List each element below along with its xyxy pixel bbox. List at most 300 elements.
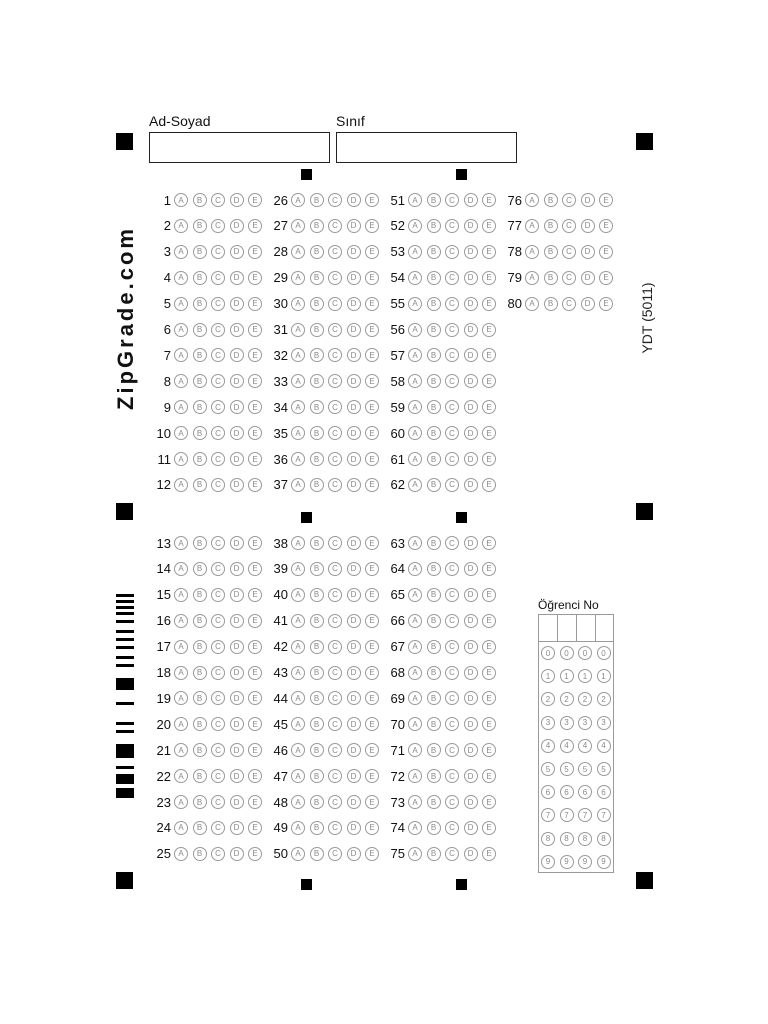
student-id-entry-cell[interactable] xyxy=(596,615,615,641)
answer-bubble-e[interactable]: E xyxy=(248,478,262,492)
answer-bubble-c[interactable]: C xyxy=(445,426,459,440)
student-id-bubble[interactable]: 2 xyxy=(541,692,555,706)
answer-bubble-a[interactable]: A xyxy=(291,847,305,861)
answer-bubble-e[interactable]: E xyxy=(482,426,496,440)
answer-bubble-e[interactable]: E xyxy=(365,271,379,285)
answer-bubble-e[interactable]: E xyxy=(365,666,379,680)
student-id-bubble[interactable]: 3 xyxy=(560,716,574,730)
answer-bubble-b[interactable]: B xyxy=(193,588,207,602)
answer-bubble-d[interactable]: D xyxy=(347,769,361,783)
answer-bubble-b[interactable]: B xyxy=(193,743,207,757)
answer-bubble-c[interactable]: C xyxy=(211,219,225,233)
answer-bubble-b[interactable]: B xyxy=(427,536,441,550)
answer-bubble-e[interactable]: E xyxy=(482,562,496,576)
answer-bubble-b[interactable]: B xyxy=(427,478,441,492)
answer-bubble-e[interactable]: E xyxy=(248,743,262,757)
answer-bubble-e[interactable]: E xyxy=(365,245,379,259)
student-id-bubble[interactable]: 2 xyxy=(578,692,592,706)
answer-bubble-d[interactable]: D xyxy=(464,426,478,440)
answer-bubble-c[interactable]: C xyxy=(445,400,459,414)
answer-bubble-a[interactable]: A xyxy=(174,640,188,654)
answer-bubble-e[interactable]: E xyxy=(599,219,613,233)
answer-bubble-b[interactable]: B xyxy=(193,426,207,440)
answer-bubble-b[interactable]: B xyxy=(193,614,207,628)
answer-bubble-b[interactable]: B xyxy=(193,271,207,285)
answer-bubble-c[interactable]: C xyxy=(445,821,459,835)
answer-bubble-d[interactable]: D xyxy=(347,348,361,362)
answer-bubble-e[interactable]: E xyxy=(248,219,262,233)
student-id-bubble[interactable]: 2 xyxy=(560,692,574,706)
answer-bubble-e[interactable]: E xyxy=(482,821,496,835)
answer-bubble-e[interactable]: E xyxy=(482,245,496,259)
answer-bubble-d[interactable]: D xyxy=(464,452,478,466)
answer-bubble-d[interactable]: D xyxy=(230,821,244,835)
answer-bubble-a[interactable]: A xyxy=(408,795,422,809)
answer-bubble-a[interactable]: A xyxy=(174,452,188,466)
answer-bubble-d[interactable]: D xyxy=(347,795,361,809)
answer-bubble-b[interactable]: B xyxy=(193,219,207,233)
answer-bubble-c[interactable]: C xyxy=(328,847,342,861)
answer-bubble-d[interactable]: D xyxy=(347,666,361,680)
answer-bubble-d[interactable]: D xyxy=(581,245,595,259)
answer-bubble-c[interactable]: C xyxy=(328,536,342,550)
answer-bubble-d[interactable]: D xyxy=(464,193,478,207)
answer-bubble-c[interactable]: C xyxy=(328,426,342,440)
answer-bubble-a[interactable]: A xyxy=(408,640,422,654)
answer-bubble-e[interactable]: E xyxy=(482,193,496,207)
answer-bubble-b[interactable]: B xyxy=(427,219,441,233)
student-id-bubble[interactable]: 7 xyxy=(560,808,574,822)
answer-bubble-b[interactable]: B xyxy=(193,536,207,550)
answer-bubble-a[interactable]: A xyxy=(291,614,305,628)
answer-bubble-d[interactable]: D xyxy=(347,219,361,233)
answer-bubble-d[interactable]: D xyxy=(347,847,361,861)
answer-bubble-c[interactable]: C xyxy=(445,536,459,550)
answer-bubble-a[interactable]: A xyxy=(174,562,188,576)
answer-bubble-a[interactable]: A xyxy=(174,193,188,207)
student-id-bubble[interactable]: 9 xyxy=(560,855,574,869)
answer-bubble-d[interactable]: D xyxy=(464,323,478,337)
answer-bubble-b[interactable]: B xyxy=(193,691,207,705)
answer-bubble-b[interactable]: B xyxy=(310,374,324,388)
answer-bubble-b[interactable]: B xyxy=(427,426,441,440)
answer-bubble-a[interactable]: A xyxy=(291,640,305,654)
answer-bubble-c[interactable]: C xyxy=(445,795,459,809)
answer-bubble-a[interactable]: A xyxy=(408,614,422,628)
answer-bubble-b[interactable]: B xyxy=(427,400,441,414)
answer-bubble-c[interactable]: C xyxy=(211,536,225,550)
answer-bubble-d[interactable]: D xyxy=(464,614,478,628)
answer-bubble-d[interactable]: D xyxy=(464,743,478,757)
answer-bubble-e[interactable]: E xyxy=(365,536,379,550)
answer-bubble-d[interactable]: D xyxy=(230,795,244,809)
answer-bubble-c[interactable]: C xyxy=(211,821,225,835)
answer-bubble-c[interactable]: C xyxy=(445,743,459,757)
answer-bubble-c[interactable]: C xyxy=(562,297,576,311)
answer-bubble-e[interactable]: E xyxy=(248,666,262,680)
answer-bubble-b[interactable]: B xyxy=(310,588,324,602)
answer-bubble-a[interactable]: A xyxy=(291,426,305,440)
student-id-bubble[interactable]: 7 xyxy=(578,808,592,822)
answer-bubble-e[interactable]: E xyxy=(365,847,379,861)
answer-bubble-d[interactable]: D xyxy=(230,614,244,628)
answer-bubble-e[interactable]: E xyxy=(248,348,262,362)
answer-bubble-b[interactable]: B xyxy=(310,640,324,654)
student-id-bubble[interactable]: 1 xyxy=(560,669,574,683)
answer-bubble-a[interactable]: A xyxy=(291,717,305,731)
answer-bubble-d[interactable]: D xyxy=(464,297,478,311)
answer-bubble-d[interactable]: D xyxy=(230,219,244,233)
answer-bubble-c[interactable]: C xyxy=(445,717,459,731)
answer-bubble-e[interactable]: E xyxy=(248,614,262,628)
answer-bubble-d[interactable]: D xyxy=(347,374,361,388)
answer-bubble-e[interactable]: E xyxy=(482,847,496,861)
answer-bubble-b[interactable]: B xyxy=(193,245,207,259)
answer-bubble-a[interactable]: A xyxy=(174,614,188,628)
answer-bubble-b[interactable]: B xyxy=(427,193,441,207)
answer-bubble-d[interactable]: D xyxy=(581,219,595,233)
answer-bubble-e[interactable]: E xyxy=(248,717,262,731)
answer-bubble-a[interactable]: A xyxy=(291,348,305,362)
answer-bubble-e[interactable]: E xyxy=(365,614,379,628)
answer-bubble-c[interactable]: C xyxy=(211,795,225,809)
answer-bubble-c[interactable]: C xyxy=(211,245,225,259)
answer-bubble-a[interactable]: A xyxy=(291,478,305,492)
answer-bubble-b[interactable]: B xyxy=(193,323,207,337)
answer-bubble-c[interactable]: C xyxy=(211,666,225,680)
answer-bubble-c[interactable]: C xyxy=(328,743,342,757)
answer-bubble-d[interactable]: D xyxy=(230,452,244,466)
student-id-entry-cell[interactable] xyxy=(558,615,577,641)
answer-bubble-e[interactable]: E xyxy=(482,374,496,388)
answer-bubble-b[interactable]: B xyxy=(427,588,441,602)
student-id-bubble[interactable]: 3 xyxy=(541,716,555,730)
answer-bubble-e[interactable]: E xyxy=(248,323,262,337)
student-id-bubble[interactable]: 5 xyxy=(597,762,611,776)
answer-bubble-c[interactable]: C xyxy=(445,769,459,783)
answer-bubble-a[interactable]: A xyxy=(408,847,422,861)
answer-bubble-d[interactable]: D xyxy=(347,400,361,414)
answer-bubble-a[interactable]: A xyxy=(291,562,305,576)
answer-bubble-c[interactable]: C xyxy=(211,426,225,440)
student-id-bubble[interactable]: 0 xyxy=(560,646,574,660)
answer-bubble-e[interactable]: E xyxy=(365,323,379,337)
answer-bubble-c[interactable]: C xyxy=(328,691,342,705)
answer-bubble-c[interactable]: C xyxy=(328,795,342,809)
student-id-bubble[interactable]: 9 xyxy=(541,855,555,869)
answer-bubble-d[interactable]: D xyxy=(464,400,478,414)
answer-bubble-a[interactable]: A xyxy=(408,821,422,835)
answer-bubble-b[interactable]: B xyxy=(310,769,324,783)
answer-bubble-c[interactable]: C xyxy=(445,193,459,207)
answer-bubble-d[interactable]: D xyxy=(581,297,595,311)
answer-bubble-d[interactable]: D xyxy=(230,691,244,705)
answer-bubble-a[interactable]: A xyxy=(408,400,422,414)
answer-bubble-c[interactable]: C xyxy=(211,400,225,414)
answer-bubble-e[interactable]: E xyxy=(365,821,379,835)
answer-bubble-c[interactable]: C xyxy=(328,666,342,680)
answer-bubble-d[interactable]: D xyxy=(230,743,244,757)
answer-bubble-b[interactable]: B xyxy=(310,847,324,861)
answer-bubble-a[interactable]: A xyxy=(408,588,422,602)
answer-bubble-b[interactable]: B xyxy=(427,847,441,861)
answer-bubble-e[interactable]: E xyxy=(248,795,262,809)
answer-bubble-d[interactable]: D xyxy=(347,478,361,492)
answer-bubble-c[interactable]: C xyxy=(328,821,342,835)
answer-bubble-a[interactable]: A xyxy=(174,769,188,783)
answer-bubble-e[interactable]: E xyxy=(482,271,496,285)
answer-bubble-d[interactable]: D xyxy=(230,400,244,414)
answer-bubble-b[interactable]: B xyxy=(310,219,324,233)
answer-bubble-b[interactable]: B xyxy=(427,297,441,311)
answer-bubble-b[interactable]: B xyxy=(427,323,441,337)
answer-bubble-c[interactable]: C xyxy=(445,374,459,388)
answer-bubble-a[interactable]: A xyxy=(408,271,422,285)
answer-bubble-d[interactable]: D xyxy=(464,640,478,654)
answer-bubble-d[interactable]: D xyxy=(464,219,478,233)
answer-bubble-a[interactable]: A xyxy=(291,400,305,414)
answer-bubble-c[interactable]: C xyxy=(211,271,225,285)
answer-bubble-c[interactable]: C xyxy=(445,666,459,680)
answer-bubble-b[interactable]: B xyxy=(193,640,207,654)
class-field[interactable] xyxy=(336,132,517,163)
answer-bubble-a[interactable]: A xyxy=(408,193,422,207)
answer-bubble-a[interactable]: A xyxy=(174,297,188,311)
answer-bubble-e[interactable]: E xyxy=(248,193,262,207)
student-id-bubble[interactable]: 7 xyxy=(541,808,555,822)
answer-bubble-b[interactable]: B xyxy=(193,348,207,362)
answer-bubble-a[interactable]: A xyxy=(291,297,305,311)
answer-bubble-a[interactable]: A xyxy=(408,478,422,492)
answer-bubble-b[interactable]: B xyxy=(427,452,441,466)
answer-bubble-d[interactable]: D xyxy=(464,245,478,259)
answer-bubble-a[interactable]: A xyxy=(174,426,188,440)
answer-bubble-c[interactable]: C xyxy=(562,219,576,233)
answer-bubble-c[interactable]: C xyxy=(445,348,459,362)
answer-bubble-c[interactable]: C xyxy=(328,348,342,362)
student-id-bubble[interactable]: 9 xyxy=(578,855,592,869)
answer-bubble-c[interactable]: C xyxy=(328,323,342,337)
answer-bubble-b[interactable]: B xyxy=(310,193,324,207)
answer-bubble-a[interactable]: A xyxy=(291,795,305,809)
answer-bubble-d[interactable]: D xyxy=(347,245,361,259)
answer-bubble-a[interactable]: A xyxy=(291,691,305,705)
answer-bubble-e[interactable]: E xyxy=(248,821,262,835)
answer-bubble-d[interactable]: D xyxy=(230,769,244,783)
answer-bubble-a[interactable]: A xyxy=(408,691,422,705)
answer-bubble-c[interactable]: C xyxy=(328,588,342,602)
student-id-bubble[interactable]: 8 xyxy=(578,832,592,846)
answer-bubble-b[interactable]: B xyxy=(310,426,324,440)
answer-bubble-e[interactable]: E xyxy=(248,400,262,414)
answer-bubble-b[interactable]: B xyxy=(544,245,558,259)
student-id-bubble[interactable]: 5 xyxy=(560,762,574,776)
answer-bubble-a[interactable]: A xyxy=(174,743,188,757)
answer-bubble-b[interactable]: B xyxy=(193,821,207,835)
student-id-bubble[interactable]: 1 xyxy=(597,669,611,683)
answer-bubble-c[interactable]: C xyxy=(328,374,342,388)
answer-bubble-d[interactable]: D xyxy=(347,323,361,337)
answer-bubble-b[interactable]: B xyxy=(193,193,207,207)
answer-bubble-c[interactable]: C xyxy=(328,219,342,233)
answer-bubble-d[interactable]: D xyxy=(347,536,361,550)
answer-bubble-e[interactable]: E xyxy=(482,614,496,628)
answer-bubble-c[interactable]: C xyxy=(328,400,342,414)
answer-bubble-e[interactable]: E xyxy=(365,452,379,466)
answer-bubble-a[interactable]: A xyxy=(525,245,539,259)
answer-bubble-d[interactable]: D xyxy=(230,323,244,337)
answer-bubble-b[interactable]: B xyxy=(427,769,441,783)
answer-bubble-c[interactable]: C xyxy=(445,219,459,233)
answer-bubble-e[interactable]: E xyxy=(365,426,379,440)
answer-bubble-c[interactable]: C xyxy=(211,769,225,783)
answer-bubble-c[interactable]: C xyxy=(562,271,576,285)
answer-bubble-e[interactable]: E xyxy=(365,193,379,207)
answer-bubble-d[interactable]: D xyxy=(347,717,361,731)
answer-bubble-d[interactable]: D xyxy=(464,769,478,783)
answer-bubble-b[interactable]: B xyxy=(310,245,324,259)
answer-bubble-c[interactable]: C xyxy=(445,297,459,311)
answer-bubble-b[interactable]: B xyxy=(427,743,441,757)
answer-bubble-a[interactable]: A xyxy=(174,821,188,835)
answer-bubble-b[interactable]: B xyxy=(310,478,324,492)
student-id-bubble[interactable]: 0 xyxy=(597,646,611,660)
answer-bubble-e[interactable]: E xyxy=(248,297,262,311)
answer-bubble-e[interactable]: E xyxy=(365,562,379,576)
answer-bubble-e[interactable]: E xyxy=(482,400,496,414)
answer-bubble-b[interactable]: B xyxy=(427,348,441,362)
answer-bubble-b[interactable]: B xyxy=(193,769,207,783)
answer-bubble-e[interactable]: E xyxy=(482,743,496,757)
student-id-bubble[interactable]: 0 xyxy=(578,646,592,660)
student-id-bubble[interactable]: 4 xyxy=(578,739,592,753)
answer-bubble-b[interactable]: B xyxy=(310,452,324,466)
answer-bubble-a[interactable]: A xyxy=(408,769,422,783)
answer-bubble-a[interactable]: A xyxy=(174,400,188,414)
answer-bubble-e[interactable]: E xyxy=(248,847,262,861)
answer-bubble-b[interactable]: B xyxy=(427,562,441,576)
answer-bubble-a[interactable]: A xyxy=(174,717,188,731)
student-id-bubble[interactable]: 6 xyxy=(541,785,555,799)
answer-bubble-e[interactable]: E xyxy=(248,374,262,388)
answer-bubble-d[interactable]: D xyxy=(347,614,361,628)
answer-bubble-b[interactable]: B xyxy=(544,193,558,207)
answer-bubble-a[interactable]: A xyxy=(291,452,305,466)
student-id-bubble[interactable]: 6 xyxy=(560,785,574,799)
student-id-entry-cell[interactable] xyxy=(577,615,596,641)
answer-bubble-d[interactable]: D xyxy=(347,452,361,466)
answer-bubble-a[interactable]: A xyxy=(291,271,305,285)
answer-bubble-c[interactable]: C xyxy=(562,245,576,259)
student-id-bubble[interactable]: 1 xyxy=(541,669,555,683)
answer-bubble-b[interactable]: B xyxy=(427,245,441,259)
answer-bubble-b[interactable]: B xyxy=(427,821,441,835)
answer-bubble-d[interactable]: D xyxy=(581,271,595,285)
answer-bubble-d[interactable]: D xyxy=(230,847,244,861)
answer-bubble-b[interactable]: B xyxy=(193,562,207,576)
answer-bubble-c[interactable]: C xyxy=(328,614,342,628)
answer-bubble-c[interactable]: C xyxy=(211,452,225,466)
student-id-bubble[interactable]: 6 xyxy=(578,785,592,799)
answer-bubble-e[interactable]: E xyxy=(365,717,379,731)
answer-bubble-e[interactable]: E xyxy=(482,640,496,654)
answer-bubble-c[interactable]: C xyxy=(211,614,225,628)
answer-bubble-a[interactable]: A xyxy=(291,245,305,259)
answer-bubble-a[interactable]: A xyxy=(408,452,422,466)
answer-bubble-d[interactable]: D xyxy=(347,271,361,285)
student-id-entry-cell[interactable] xyxy=(539,615,558,641)
answer-bubble-e[interactable]: E xyxy=(365,374,379,388)
answer-bubble-d[interactable]: D xyxy=(464,717,478,731)
answer-bubble-e[interactable]: E xyxy=(482,666,496,680)
answer-bubble-e[interactable]: E xyxy=(365,743,379,757)
answer-bubble-c[interactable]: C xyxy=(328,640,342,654)
answer-bubble-d[interactable]: D xyxy=(347,821,361,835)
answer-bubble-d[interactable]: D xyxy=(464,374,478,388)
answer-bubble-a[interactable]: A xyxy=(174,795,188,809)
answer-bubble-a[interactable]: A xyxy=(408,297,422,311)
answer-bubble-c[interactable]: C xyxy=(328,245,342,259)
answer-bubble-d[interactable]: D xyxy=(464,588,478,602)
answer-bubble-c[interactable]: C xyxy=(328,562,342,576)
answer-bubble-d[interactable]: D xyxy=(230,297,244,311)
answer-bubble-a[interactable]: A xyxy=(291,374,305,388)
answer-bubble-b[interactable]: B xyxy=(310,348,324,362)
answer-bubble-a[interactable]: A xyxy=(408,743,422,757)
answer-bubble-a[interactable]: A xyxy=(291,219,305,233)
answer-bubble-d[interactable]: D xyxy=(230,348,244,362)
answer-bubble-a[interactable]: A xyxy=(408,717,422,731)
answer-bubble-b[interactable]: B xyxy=(193,400,207,414)
answer-bubble-d[interactable]: D xyxy=(347,743,361,757)
answer-bubble-e[interactable]: E xyxy=(482,588,496,602)
answer-bubble-d[interactable]: D xyxy=(464,691,478,705)
answer-bubble-c[interactable]: C xyxy=(562,193,576,207)
answer-bubble-a[interactable]: A xyxy=(174,348,188,362)
answer-bubble-a[interactable]: A xyxy=(408,374,422,388)
answer-bubble-c[interactable]: C xyxy=(328,193,342,207)
answer-bubble-e[interactable]: E xyxy=(248,640,262,654)
student-id-bubble[interactable]: 3 xyxy=(597,716,611,730)
answer-bubble-e[interactable]: E xyxy=(248,769,262,783)
answer-bubble-b[interactable]: B xyxy=(427,374,441,388)
student-id-bubble[interactable]: 4 xyxy=(597,739,611,753)
student-id-bubble[interactable]: 5 xyxy=(578,762,592,776)
answer-bubble-e[interactable]: E xyxy=(482,219,496,233)
answer-bubble-e[interactable]: E xyxy=(482,717,496,731)
answer-bubble-e[interactable]: E xyxy=(248,691,262,705)
answer-bubble-a[interactable]: A xyxy=(174,847,188,861)
answer-bubble-c[interactable]: C xyxy=(211,743,225,757)
answer-bubble-a[interactable]: A xyxy=(525,271,539,285)
answer-bubble-a[interactable]: A xyxy=(408,245,422,259)
answer-bubble-d[interactable]: D xyxy=(347,297,361,311)
answer-bubble-b[interactable]: B xyxy=(193,297,207,311)
answer-bubble-c[interactable]: C xyxy=(445,640,459,654)
answer-bubble-a[interactable]: A xyxy=(408,562,422,576)
answer-bubble-a[interactable]: A xyxy=(291,666,305,680)
student-id-bubble[interactable]: 2 xyxy=(597,692,611,706)
answer-bubble-c[interactable]: C xyxy=(211,691,225,705)
answer-bubble-a[interactable]: A xyxy=(525,219,539,233)
answer-bubble-d[interactable]: D xyxy=(347,426,361,440)
answer-bubble-a[interactable]: A xyxy=(174,323,188,337)
name-field[interactable] xyxy=(149,132,330,163)
answer-bubble-e[interactable]: E xyxy=(365,769,379,783)
answer-bubble-b[interactable]: B xyxy=(193,452,207,466)
answer-bubble-e[interactable]: E xyxy=(599,297,613,311)
answer-bubble-e[interactable]: E xyxy=(248,426,262,440)
